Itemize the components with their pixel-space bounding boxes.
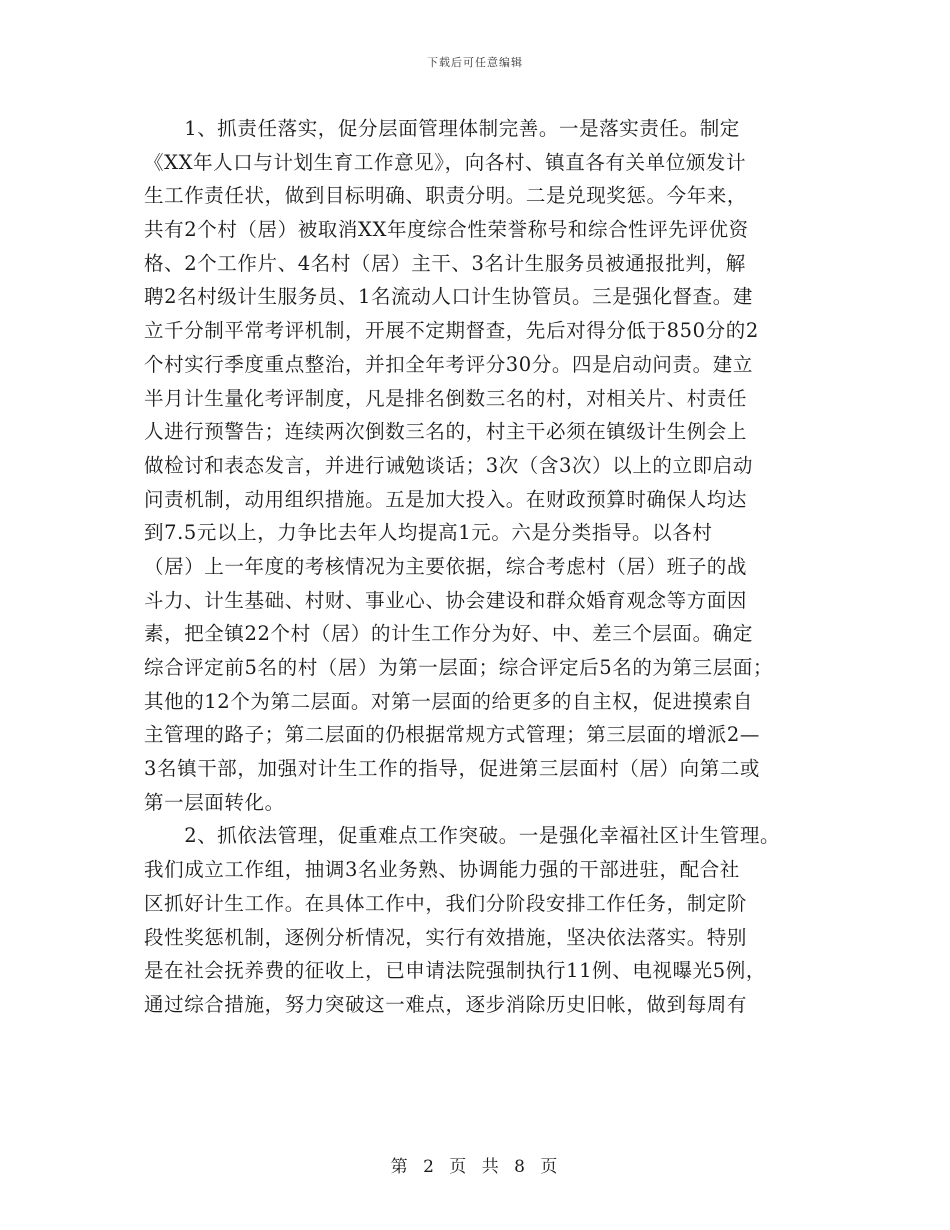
body-line: 1、抓责任落实，促分层面管理体制完善。一是落实责任。制定 [144,117,740,140]
current-page-number: 2 [423,1157,436,1177]
body-line: 主管理的路子；第二层面的仍根据常规方式管理；第三层面的增派2— [144,723,761,747]
body-line: 共有2个村（居）被取消XX年度综合性荣誉称号和综合性评先评优资 [144,218,749,242]
page-label-prefix: 第 [390,1157,410,1177]
page-label-suffix: 页 [540,1157,560,1177]
body-line: 其他的12个为第二层面。对第一层面的给更多的自主权，促进摸索自 [144,689,753,713]
body-line: 个村实行季度重点整治，并扣全年考评分30分。四是启动问责。建立 [144,352,753,376]
body-line: 综合评定前5名的村（居）为第一层面；综合评定后5名的为第三层面； [144,656,774,679]
body-line: 人进行预警告；连续两次倒数三名的，村主干必须在镇级计生例会上 [144,420,748,444]
body-line: 斗力、计生基础、村财、事业心、协会建设和群众婚育观念等方面因 [144,588,748,612]
body-line: 我们成立工作组，抽调3名业务熟、协调能力强的干部进驻，配合社 [144,858,740,882]
body-line: 段性奖惩机制，逐例分析情况，实行有效措施，坚决依法落实。特别 [144,925,748,949]
body-line: 素，把全镇22个村（居）的计生工作分为好、中、差三个层面。确定 [144,622,753,646]
page-footer [0,1152,950,1177]
body-line: （居）上一年度的考核情况为主要依据，综合考虑村（居）班子的战 [144,554,748,578]
document-body [144,112,804,1022]
body-line: 到7.5元以上，力争比去年人均提高1元。六是分类指导。以各村 [144,521,713,545]
body-line: 立千分制平常考评机制，开展不定期督查，先后对得分低于850分的2 [144,319,759,343]
body-line: 问责机制，动用组织措施。五是加大投入。在财政预算时确保人均达 [144,487,748,511]
body-line: 半月计生量化考评制度，凡是排名倒数三名的村，对相关片、村责任 [144,386,748,410]
body-line: 2、抓依法管理，促重难点工作突破。一是强化幸福社区计生管理。 [144,824,781,848]
body-line: 是在社会抚养费的征收上，已申请法院强制执行11例、电视曝光5例， [144,959,766,983]
body-line: 做检讨和表态发言，并进行诫勉谈话；3次（含3次）以上的立即启动 [144,453,753,477]
body-line: 生工作责任状，做到目标明确、职责分明。二是兑现奖惩。今年来， [144,184,748,208]
page-header: 下载后可任意编辑 [427,56,523,69]
page-label-mid: 页 [449,1157,469,1177]
body-line: 3名镇干部，加强对计生工作的指导，促进第三层面村（居）向第二或 [144,757,761,781]
body-line: 通过综合措施，努力突破这一难点，逐步消除历史旧帐，做到每周有 [144,992,748,1016]
body-line: 区抓好计生工作。在具体工作中，我们分阶段安排工作任务，制定阶 [144,891,748,915]
body-line: 聘2名村级计生服务员、1名流动人口计生协管员。三是强化督查。建 [144,285,753,309]
body-line: 格、2个工作片、4名村（居）主干、3名计生服务员被通报批判，解 [144,251,746,275]
body-line: 《XX年人口与计划生育工作意见》，向各村、镇直各有关单位颁发计 [144,150,747,174]
total-pages-number: 8 [514,1157,527,1177]
body-line: 第一层面转化。 [144,790,285,814]
total-label: 共 [481,1157,501,1177]
